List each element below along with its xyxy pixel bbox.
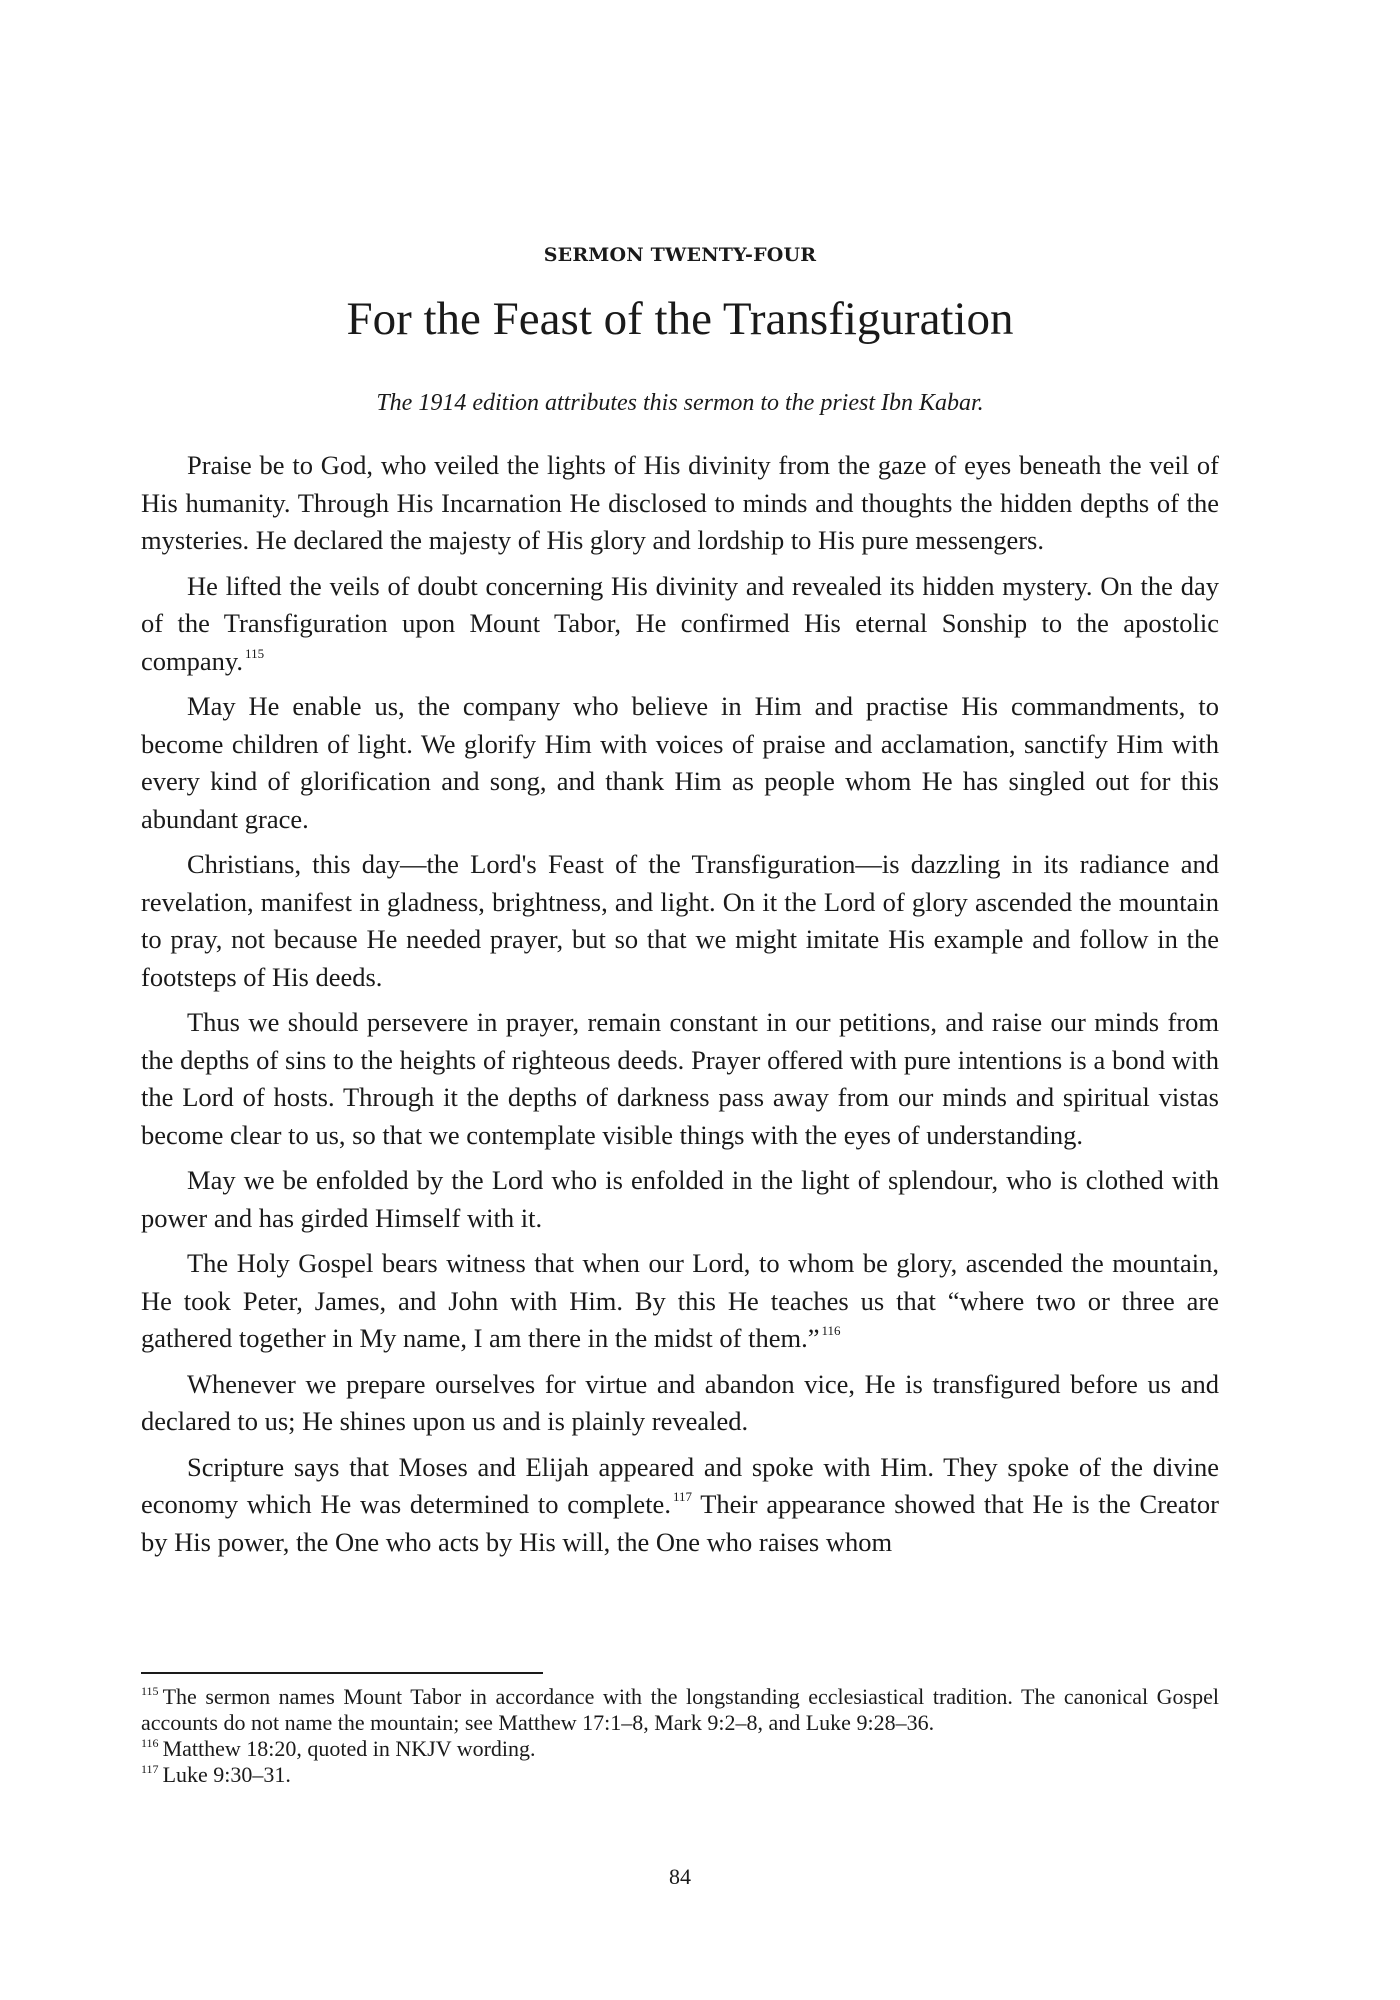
footnote-115 bbox=[141, 1684, 1219, 1736]
footnote-text: The sermon names Mount Tabor in accordance with the longstanding ecclesiastical tradition. The canonical Gospel accounts do not name the mountain; see Matthew 17:1–8, Mark 9:2–8, and Luke 9:28–36. bbox=[141, 1684, 1219, 1735]
paragraph-5 bbox=[141, 1004, 1219, 1154]
paragraph-text: He lifted the veils of doubt concerning His divinity and revealed its hidden mystery. On the day of the Transfiguration upon Mount Tabor, He confirmed His eternal Sonship to the apostolic company. bbox=[141, 570, 1219, 676]
paragraph-7 bbox=[141, 1245, 1219, 1358]
footnote-number: 117 bbox=[141, 1762, 159, 1776]
paragraph-text: The Holy Gospel bears witness that when our Lord, to whom be glory, ascended the mountain, He took Peter, James, and John with Him. By this He teaches us that “where two or three are gathered together in My name, I am there in the midst of them.” bbox=[141, 1248, 1219, 1353]
footnote-text: Matthew 18:20, quoted in NKJV wording. bbox=[162, 1736, 536, 1761]
paragraph-2 bbox=[141, 568, 1219, 681]
paragraph-8 bbox=[141, 1366, 1219, 1441]
page-number: 84 bbox=[669, 1864, 691, 1889]
footnote-ref[interactable]: 116 bbox=[821, 1323, 841, 1338]
footnote-number: 115 bbox=[141, 1684, 159, 1698]
paragraph-text: May He enable us, the company who believe in Him and practise His commandments, to become children of light. We glorify Him with voices of praise and acclamation, sanctify Him with every kind of glorification and song, and thank Him as people whom He has singled out for this abundant grace. bbox=[141, 691, 1219, 834]
paragraph-text-continued: Their appearance showed that He is the Creator by His power, the One who acts by His will, the One who raises whom bbox=[141, 1489, 1219, 1557]
paragraph-text: May we be enfolded by the Lord who is enfolded in the light of splendour, who is clothed with power and has girded Himself with it. bbox=[141, 1165, 1219, 1233]
footnote-117 bbox=[141, 1762, 1219, 1788]
paragraph-3 bbox=[141, 688, 1219, 838]
paragraph-text: Christians, this day—the Lord's Feast of the Transfiguration—is dazzling in its radiance and revelation, manifest in gladness, brightness, and light. On it the Lord of glory ascended the mountain to pray, not because He needed prayer, but so that we might imitate His example and follow in the footsteps of His deeds. bbox=[141, 849, 1219, 992]
paragraph-9 bbox=[141, 1449, 1219, 1562]
paragraph-text: Praise be to God, who veiled the lights of His divinity from the gaze of eyes beneath the veil of His humanity. Through His Incarnation He disclosed to minds and thoughts the hidden depths of the mysteries. He declared the majesty of His glory and lordship to His pure messengers. bbox=[141, 450, 1219, 555]
footnote-divider bbox=[141, 1672, 543, 1674]
page-title: For the Feast of the Transfiguration bbox=[346, 293, 1014, 345]
sermon-kicker: SERMON TWENTY-FOUR bbox=[543, 244, 817, 266]
paragraph-text: Thus we should persevere in prayer, remain constant in our petitions, and raise our minds from the depths of sins to the heights of righteous deeds. Prayer offered with pure intentions is a bond with the Lord of hosts. Through it the depths of darkness pass away from our minds and spiritual vistas become clear to us, so that we contemplate visible things with the eyes of understanding. bbox=[141, 1007, 1219, 1150]
paragraph-text: Scripture says that Moses and Elijah appeared and spoke with Him. They spoke of the divine economy which He was determined to complete. bbox=[141, 1451, 1219, 1519]
paragraph-text: Whenever we prepare ourselves for virtue and abandon vice, He is transfigured before us and declared to us; He shines upon us and is plainly revealed. bbox=[141, 1368, 1219, 1436]
sermon-body bbox=[141, 447, 1219, 1569]
footnote-ref[interactable]: 115 bbox=[245, 645, 265, 661]
paragraph-1 bbox=[141, 447, 1219, 560]
footnotes bbox=[141, 1684, 1219, 1788]
paragraph-4 bbox=[141, 846, 1219, 996]
attribution-note: The 1914 edition attributes this sermon to the priest Ibn Kabar. bbox=[376, 390, 984, 416]
footnote-ref[interactable]: 117 bbox=[672, 1489, 692, 1504]
footnote-number: 116 bbox=[141, 1736, 159, 1750]
footnote-text: Luke 9:30–31. bbox=[162, 1762, 291, 1787]
paragraph-6 bbox=[141, 1162, 1219, 1237]
footnote-116 bbox=[141, 1736, 1219, 1762]
